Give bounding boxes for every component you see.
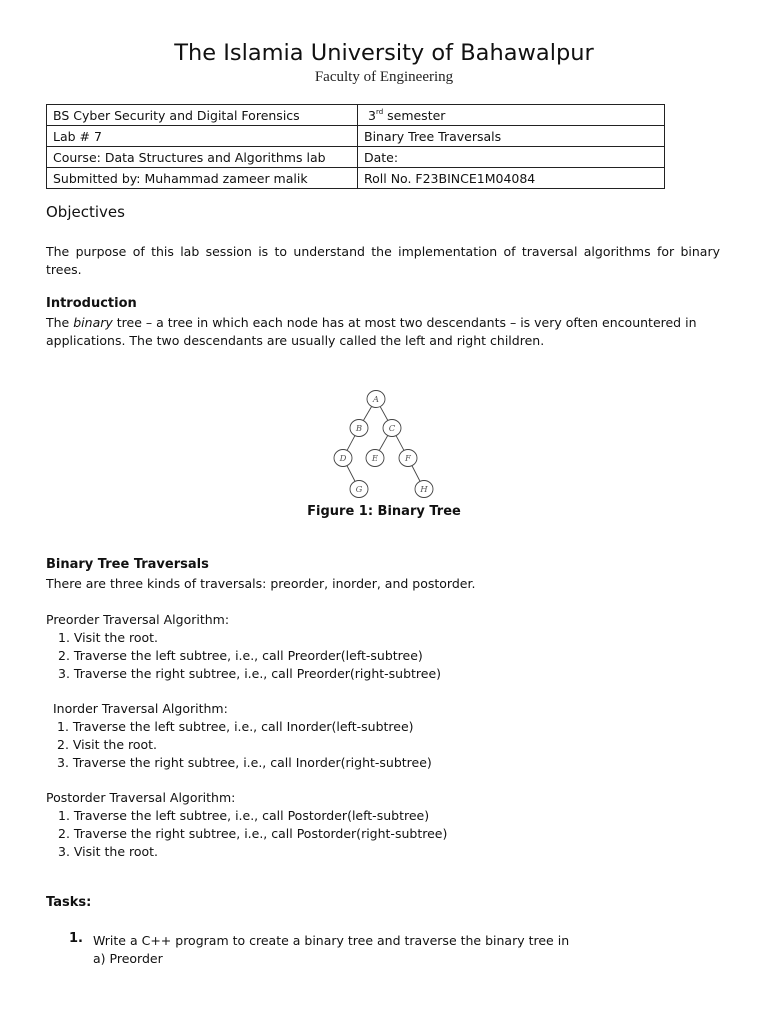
introduction-text xyxy=(46,314,726,350)
postorder-step: 1. Traverse the left subtree, i.e., call Postorder(left-subtree) xyxy=(58,808,430,823)
intro-text-italic: binary xyxy=(73,315,113,330)
figure-caption: Figure 1: Binary Tree xyxy=(307,504,461,519)
lab-topic-cell: Binary Tree Traversals xyxy=(358,126,665,147)
tree-edge-C-F xyxy=(396,436,404,450)
postorder-title: Postorder Traversal Algorithm: xyxy=(46,790,236,805)
task-number: 1. xyxy=(69,931,83,946)
postorder-step: 3. Visit the root. xyxy=(58,844,159,859)
introduction-heading: Introduction xyxy=(46,296,137,311)
postorder-step: 2. Traverse the right subtree, i.e., call Postorder(right-subtree) xyxy=(58,826,448,841)
semester-number: 3 xyxy=(367,107,376,123)
task-text: Write a C++ program to create a binary tree and traverse the binary tree in xyxy=(93,933,570,948)
tree-node-label: H xyxy=(420,485,428,495)
table-row xyxy=(47,126,665,147)
semester-ordinal: rd xyxy=(375,107,384,116)
university-title: The Islamia University of Bahawalpur xyxy=(174,40,594,66)
inorder-step: 1. Traverse the left subtree, i.e., call Inorder(left-subtree) xyxy=(57,719,414,734)
tree-node-label: D xyxy=(339,454,347,464)
tasks-heading: Tasks: xyxy=(46,895,92,910)
lab-number-cell: Lab # 7 xyxy=(47,126,358,147)
inorder-step: 2. Visit the root. xyxy=(57,737,158,752)
faculty-subtitle: Faculty of Engineering xyxy=(314,69,454,85)
intro-text-start: The xyxy=(46,315,74,330)
intro-text-end: tree – a tree in which each node has at most two descendants – is very often encountered in applications. The two descendants are usually called the left and right children. xyxy=(46,315,697,348)
tree-edge-A-C xyxy=(380,407,387,420)
preorder-step: 1. Visit the root. xyxy=(58,630,159,645)
preorder-title: Preorder Traversal Algorithm: xyxy=(46,612,230,627)
tree-edge-D-G xyxy=(347,466,355,481)
tree-edge-C-E xyxy=(379,436,387,450)
tree-edge-B-D xyxy=(347,436,355,450)
tree-node-label: A xyxy=(372,395,380,405)
objectives-heading: Objectives xyxy=(46,203,125,221)
semester-cell xyxy=(358,105,665,126)
table-row xyxy=(47,168,665,189)
traversals-intro: There are three kinds of traversals: preorder, inorder, and postorder. xyxy=(46,576,476,591)
objectives-text: The purpose of this lab session is to understand the implementation of traversal algorithms for binary trees. xyxy=(46,244,720,277)
semester-label: semester xyxy=(383,107,446,123)
inorder-step: 3. Traverse the right subtree, i.e., call Inorder(right-subtree) xyxy=(57,755,432,770)
submitted-by-cell: Submitted by: Muhammad zameer malik xyxy=(47,168,358,189)
tree-edge-A-B xyxy=(364,407,372,420)
tree-edge-F-H xyxy=(412,466,420,481)
preorder-step: 3. Traverse the right subtree, i.e., call Preorder(right-subtree) xyxy=(58,666,442,681)
task-subitem: a) Preorder xyxy=(93,951,163,966)
table-row xyxy=(47,147,665,168)
tree-node-label: B xyxy=(355,424,363,434)
inorder-title: Inorder Traversal Algorithm: xyxy=(53,701,228,716)
table-row xyxy=(47,105,665,126)
binary-tree-figure xyxy=(320,380,450,505)
roll-number-cell: Roll No. F23BINCE1M04084 xyxy=(358,168,665,189)
tree-node-label: F xyxy=(405,454,411,464)
tree-node-label: C xyxy=(388,424,396,434)
course-cell: Course: Data Structures and Algorithms lab xyxy=(47,147,358,168)
traversals-heading: Binary Tree Traversals xyxy=(46,557,209,572)
preorder-step: 2. Traverse the left subtree, i.e., call Preorder(left-subtree) xyxy=(58,648,423,663)
lab-info-table xyxy=(46,104,665,189)
program-cell: BS Cyber Security and Digital Forensics xyxy=(47,105,358,126)
date-cell: Date: xyxy=(358,147,665,168)
tree-node-label: G xyxy=(355,485,363,495)
tree-node-label: E xyxy=(371,454,379,464)
